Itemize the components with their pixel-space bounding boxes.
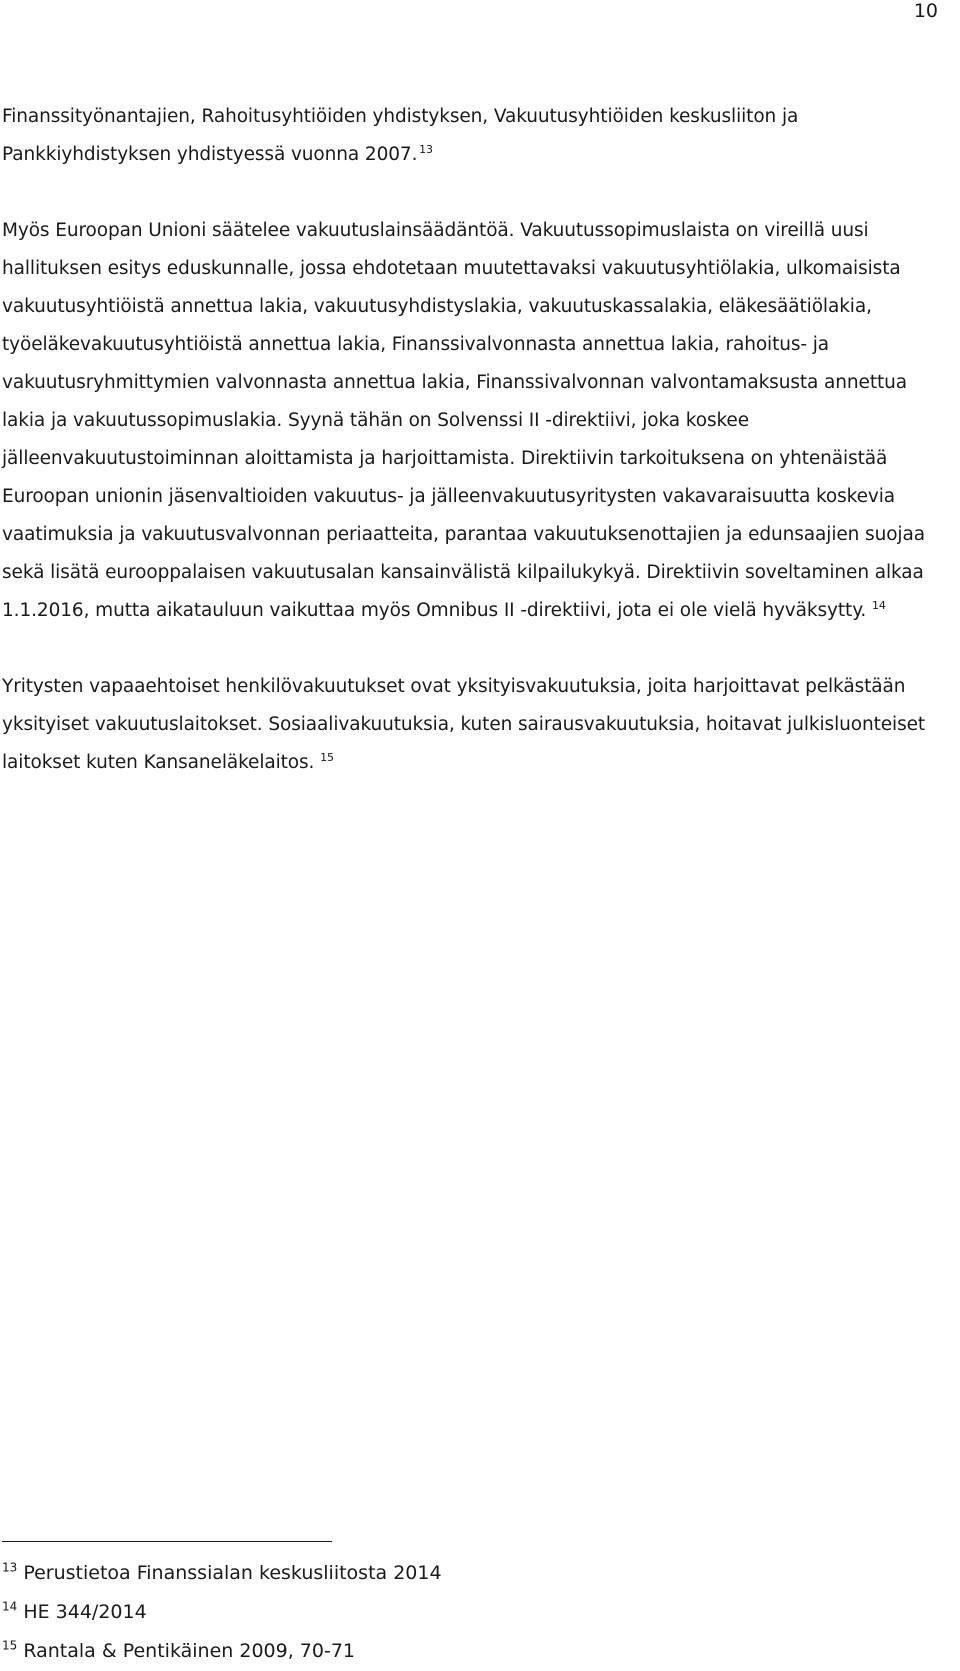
- footnote-number: 15: [2, 1638, 18, 1653]
- paragraph-text: Finanssityönantajien, Rahoitusyhtiöiden yhdistyksen, Vakuutusyhtiöiden keskusliiton ja Pankkiyhdistyksen yhdistyessä vuonna 2007.: [2, 106, 799, 165]
- footnote-number: 14: [2, 1599, 18, 1614]
- footnote: [2, 1632, 442, 1671]
- footnote-ref: 13: [419, 142, 433, 156]
- paragraph-text: Myös Euroopan Unioni säätelee vakuutuslainsäädäntöä. Vakuutussopimuslaista on vireillä uusi hallituksen esitys eduskunnalle, jossa ehdotetaan muutettavaksi vakuutusyhtiölakia, ulkomaisista vakuutusyhtiöistä annettua lakia, vakuutusyhdistyslakia, vakuutuskassalakia, eläkesäätiölakia, työeläkevakuutusyhtiöistä annettua lakia, Finanssivalvonnasta annettua lakia, rahoitus- ja vakuutusryhmittymien valvonnasta annettua lakia, Finanssivalvonnan valvontamaksusta annettua lakia ja vakuutussopimuslakia. Syynä tähän on Solvenssi II -direktiivi, joka koskee jälleenvakuutustoiminnan aloittamista ja harjoittamista. Direktiivin tarkoituksena on yhtenäistää Euroopan unionin jäsenvaltioiden vakuutus- ja jälleenvakuutusyritysten vakavaraisuutta koskevia vaatimuksia ja vakuutusvalvonnan periaatteita, parantaa vakuutuksenottajien ja edunsaajien suojaa sekä lisätä eurooppalaisen vakuutusalan kansainvälistä kilpailukykyä. Direktiivin soveltaminen alkaa 1.1.2016, mutta aikatauluun vaikuttaa myös Omnibus II -direktiivi, jota ei ole vielä hyväksytty.: [2, 220, 925, 621]
- footnote-ref: 15: [320, 750, 334, 764]
- body-text: [2, 98, 938, 782]
- footnote-separator: [2, 1541, 332, 1542]
- footnote-text: Rantala & Pentikäinen 2009, 70-71: [23, 1640, 355, 1662]
- paragraph: [2, 212, 938, 630]
- page-number: 10: [913, 0, 938, 22]
- footnote: [2, 1554, 442, 1593]
- footnote-text: HE 344/2014: [23, 1601, 147, 1623]
- paragraph: [2, 668, 938, 782]
- footnote: [2, 1593, 442, 1632]
- paragraph-text: Yritysten vapaaehtoiset henkilövakuutukset ovat yksityisvakuutuksia, joita harjoittavat pelkästään yksityiset vakuutuslaitokset. Sosiaalivakuutuksia, kuten sairausvakuutuksia, hoitavat julkisluonteiset laitokset kuten Kansaneläkelaitos.: [2, 676, 926, 773]
- footnote-ref: 14: [871, 598, 886, 612]
- footnotes: [2, 1554, 442, 1671]
- footnote-text: Perustietoa Finanssialan keskusliitosta 2014: [23, 1562, 442, 1584]
- footnote-number: 13: [2, 1560, 18, 1575]
- paragraph: [2, 98, 938, 174]
